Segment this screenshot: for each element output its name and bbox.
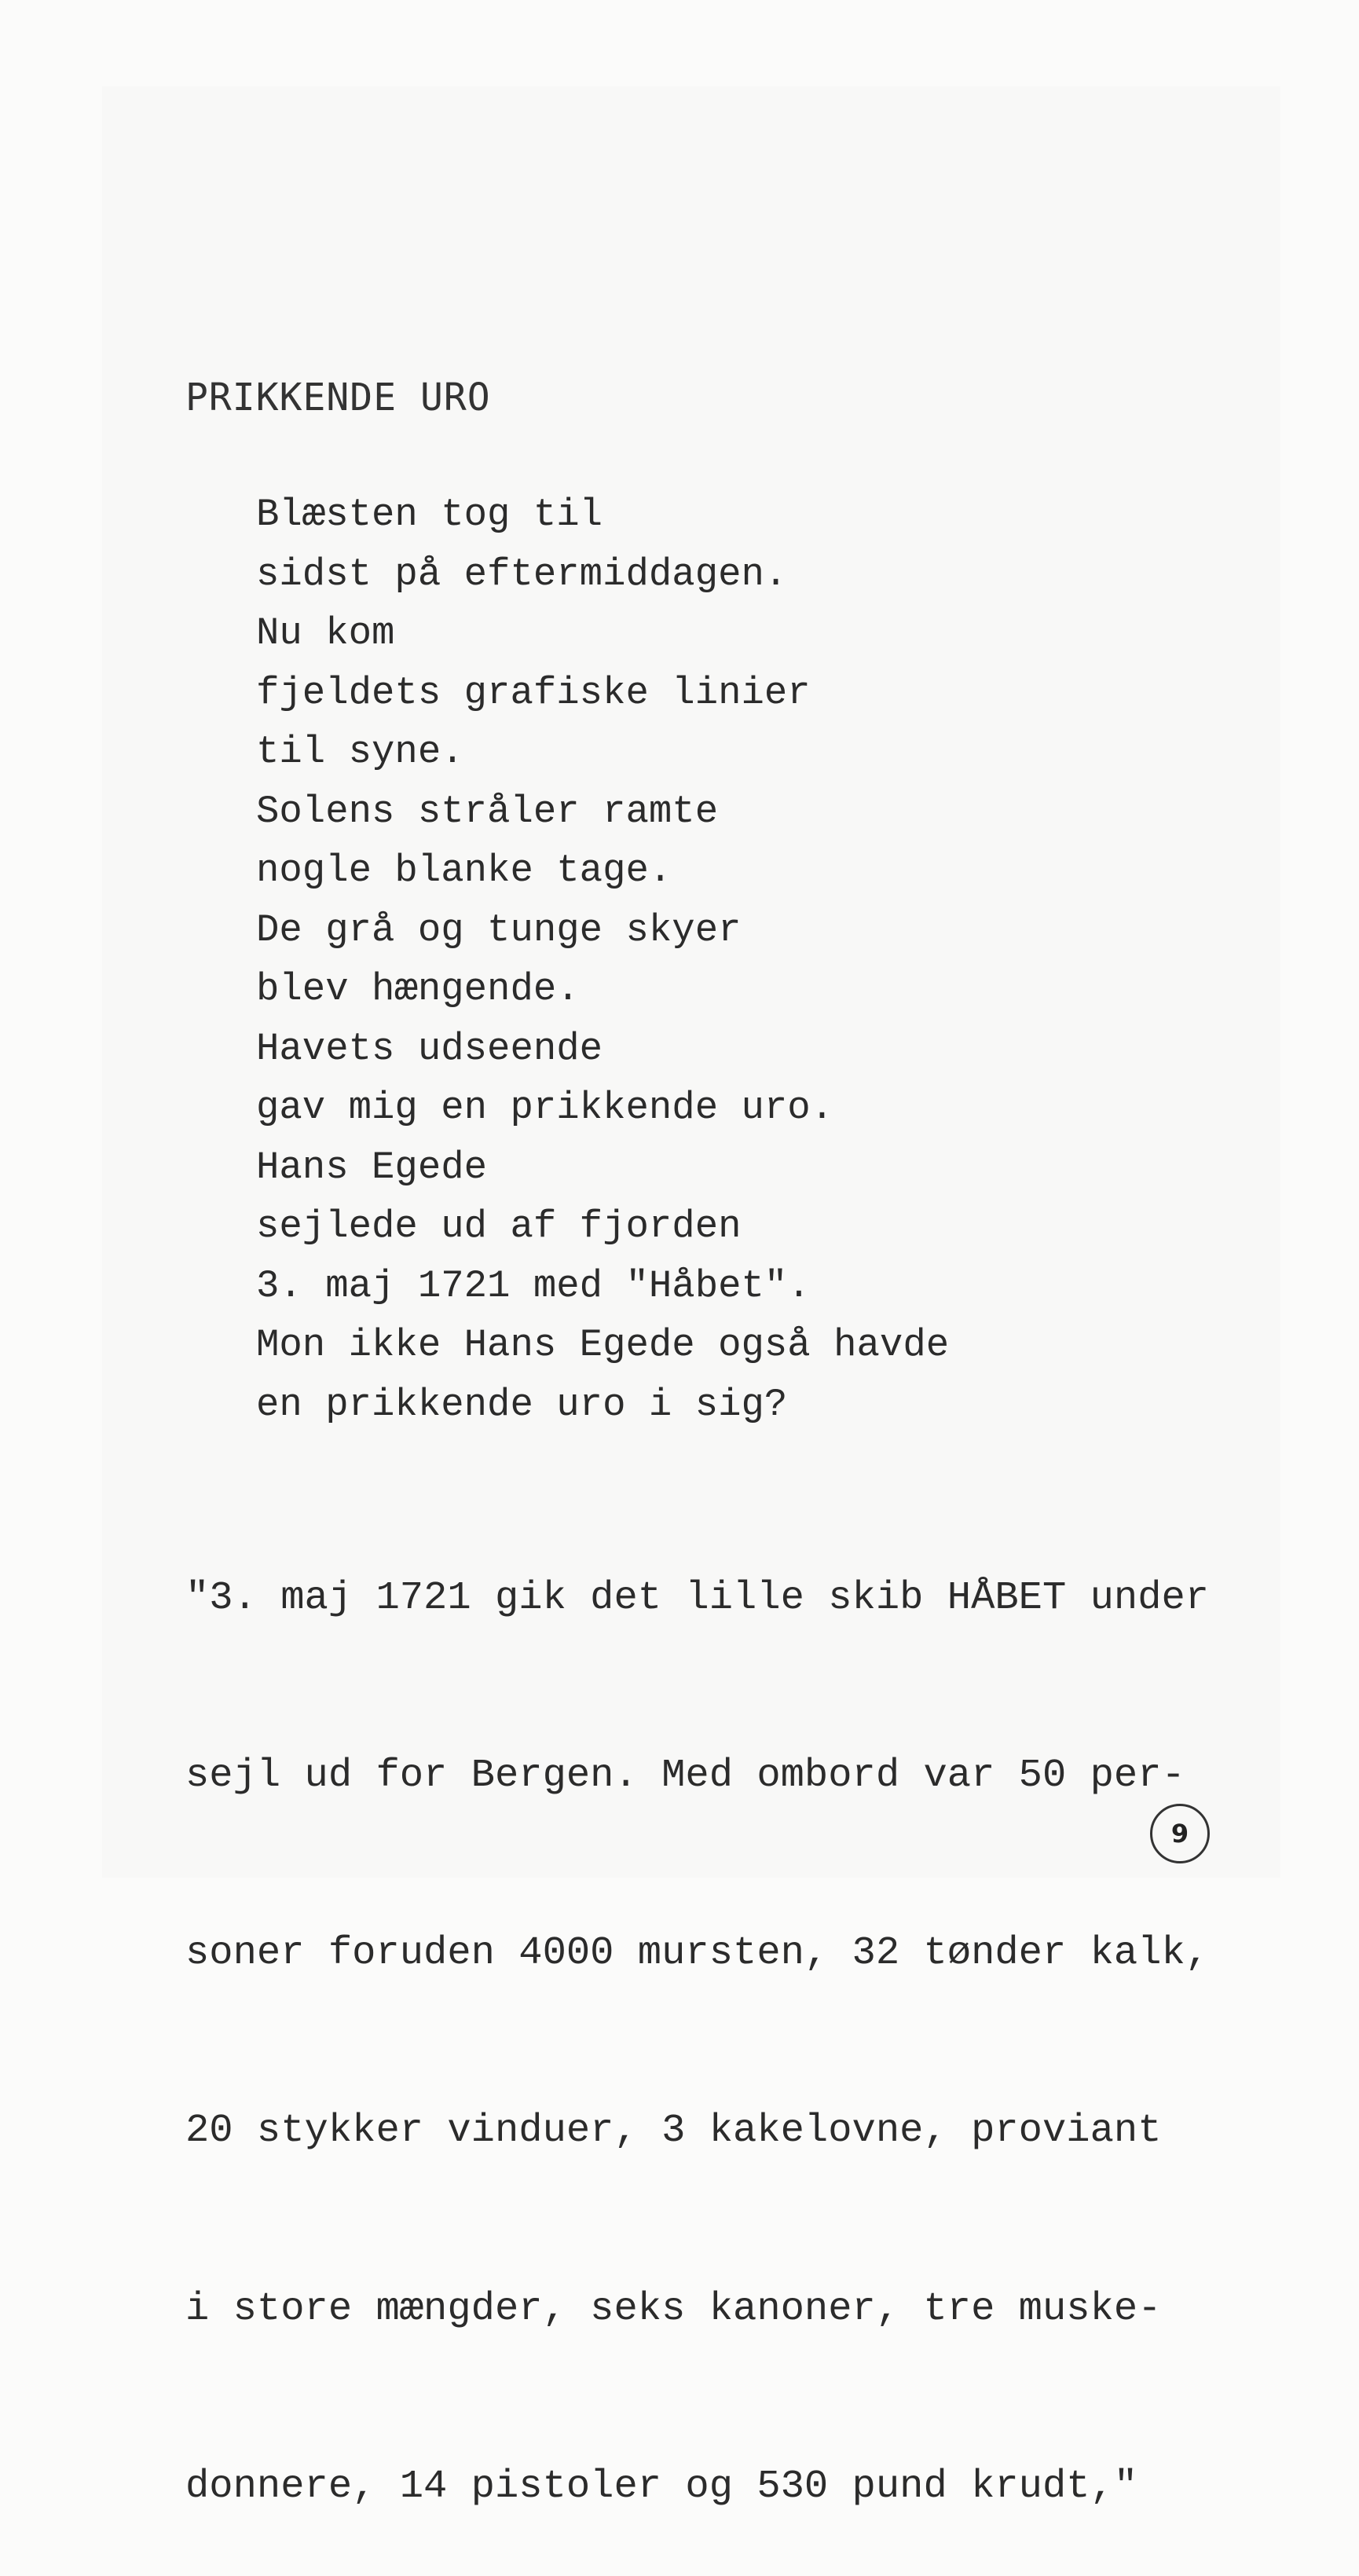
quote-paragraph: [185, 1450, 1209, 2576]
poem-line: De grå og tunge skyer: [256, 907, 742, 952]
poem-line: 3. maj 1721 med "Håbet".: [256, 1263, 811, 1308]
poem: [256, 486, 949, 1435]
poem-line: Mon ikke Hans Egede også havde: [256, 1323, 950, 1367]
quote-line: "3. maj 1721 gik det lille skib HÅBET under: [185, 1575, 1210, 1621]
poem-line: blev hængende.: [256, 967, 580, 1011]
poem-line: gav mig en prikkende uro.: [256, 1086, 834, 1130]
poem-line: Blæsten tog til: [256, 493, 603, 537]
poem-line: Havets udseende: [256, 1026, 603, 1071]
poem-line: fjeldets grafiske linier: [256, 670, 811, 715]
poem-line: til syne.: [256, 730, 464, 774]
quote-line: 20 stykker vinduer, 3 kakelovne, proviant: [185, 2109, 1162, 2154]
poem-line: nogle blanke tage.: [256, 848, 672, 892]
poem-line: Hans Egede: [256, 1145, 488, 1189]
quote-line: i store mængder, seks kanoner, tre muske-: [185, 2286, 1162, 2332]
poem-line: en prikkende uro i sig?: [256, 1382, 788, 1427]
poem-line: Nu kom: [256, 611, 395, 655]
quote-line: donnere, 14 pistoler og 530 pund krudt,": [185, 2464, 1138, 2509]
quote-line: soner foruden 4000 mursten, 32 tønder kalk,: [185, 1931, 1210, 1977]
poem-line: Solens stråler ramte: [256, 789, 719, 834]
page-title: PRIKKENDE URO: [185, 376, 491, 420]
poem-line: sidst på eftermiddagen.: [256, 551, 788, 596]
quote-line: sejl ud for Bergen. Med ombord var 50 per-: [185, 1753, 1185, 1799]
poem-line: sejlede ud af fjorden: [256, 1204, 742, 1248]
page-number: 9: [1150, 1804, 1210, 1863]
